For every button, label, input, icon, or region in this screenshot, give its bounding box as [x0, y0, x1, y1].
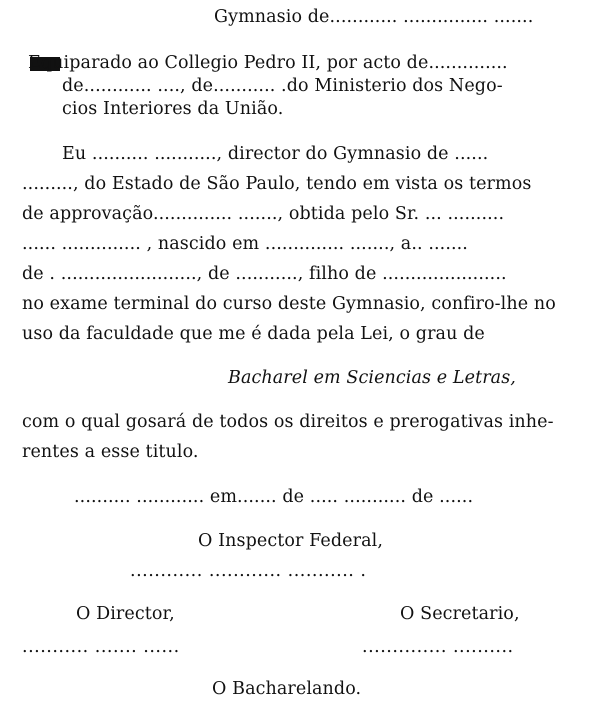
equiparado-text-1: Equiparado ao Collegio Pedro II, por acto de.............. [28, 53, 508, 73]
body-line-1: Eu .......... ..........., director do Gymnasio de ...... [62, 144, 489, 164]
body-line-4: ...... .............. , nascido em .............. ......., a.. ....... [22, 234, 468, 254]
bacharelando-label: O Bacharelando. [212, 679, 362, 699]
body-line-2: ........., do Estado de São Paulo, tendo em vista os termos [22, 174, 532, 194]
body-line-3: de approvação.............. ......., obtida pelo Sr. ... .......... [22, 204, 505, 224]
header-gymnasio: Gymnasio de............ ............... ....... [214, 7, 534, 27]
date-line: .......... ............ em....... de ..... ........... de ...... [74, 487, 474, 507]
rights-line-1: com o qual gosará de todos os direitos e prerogativas inhe- [22, 412, 554, 432]
body-line-5: de . ........................, de ..........., filho de ...................... [22, 264, 507, 284]
body-line-7: uso da faculdade que me é dada pela Lei, o grau de [22, 324, 485, 344]
inspector-signature-dots: ............ ............ ........... . [130, 561, 367, 581]
director-signature-dots: ........... ....... ...... [22, 637, 180, 657]
director-label: O Director, [76, 604, 175, 624]
equiparado-line-1 [30, 52, 508, 74]
degree-title: Bacharel em Sciencias e Letras, [228, 368, 516, 388]
rights-line-2: rentes a esse titulo. [22, 442, 199, 462]
equiparado-line-2: de............ ...., de........... .do Ministerio dos Nego- [62, 76, 503, 96]
secretario-label: O Secretario, [400, 604, 520, 624]
inspector-label: O Inspector Federal, [198, 531, 383, 551]
equiparado-line-3: cios Interiores da União. [62, 99, 284, 119]
body-line-6: no exame terminal do curso deste Gymnasio, confiro-lhe no [22, 294, 556, 314]
secretario-signature-dots: .............. .......... [362, 637, 514, 657]
